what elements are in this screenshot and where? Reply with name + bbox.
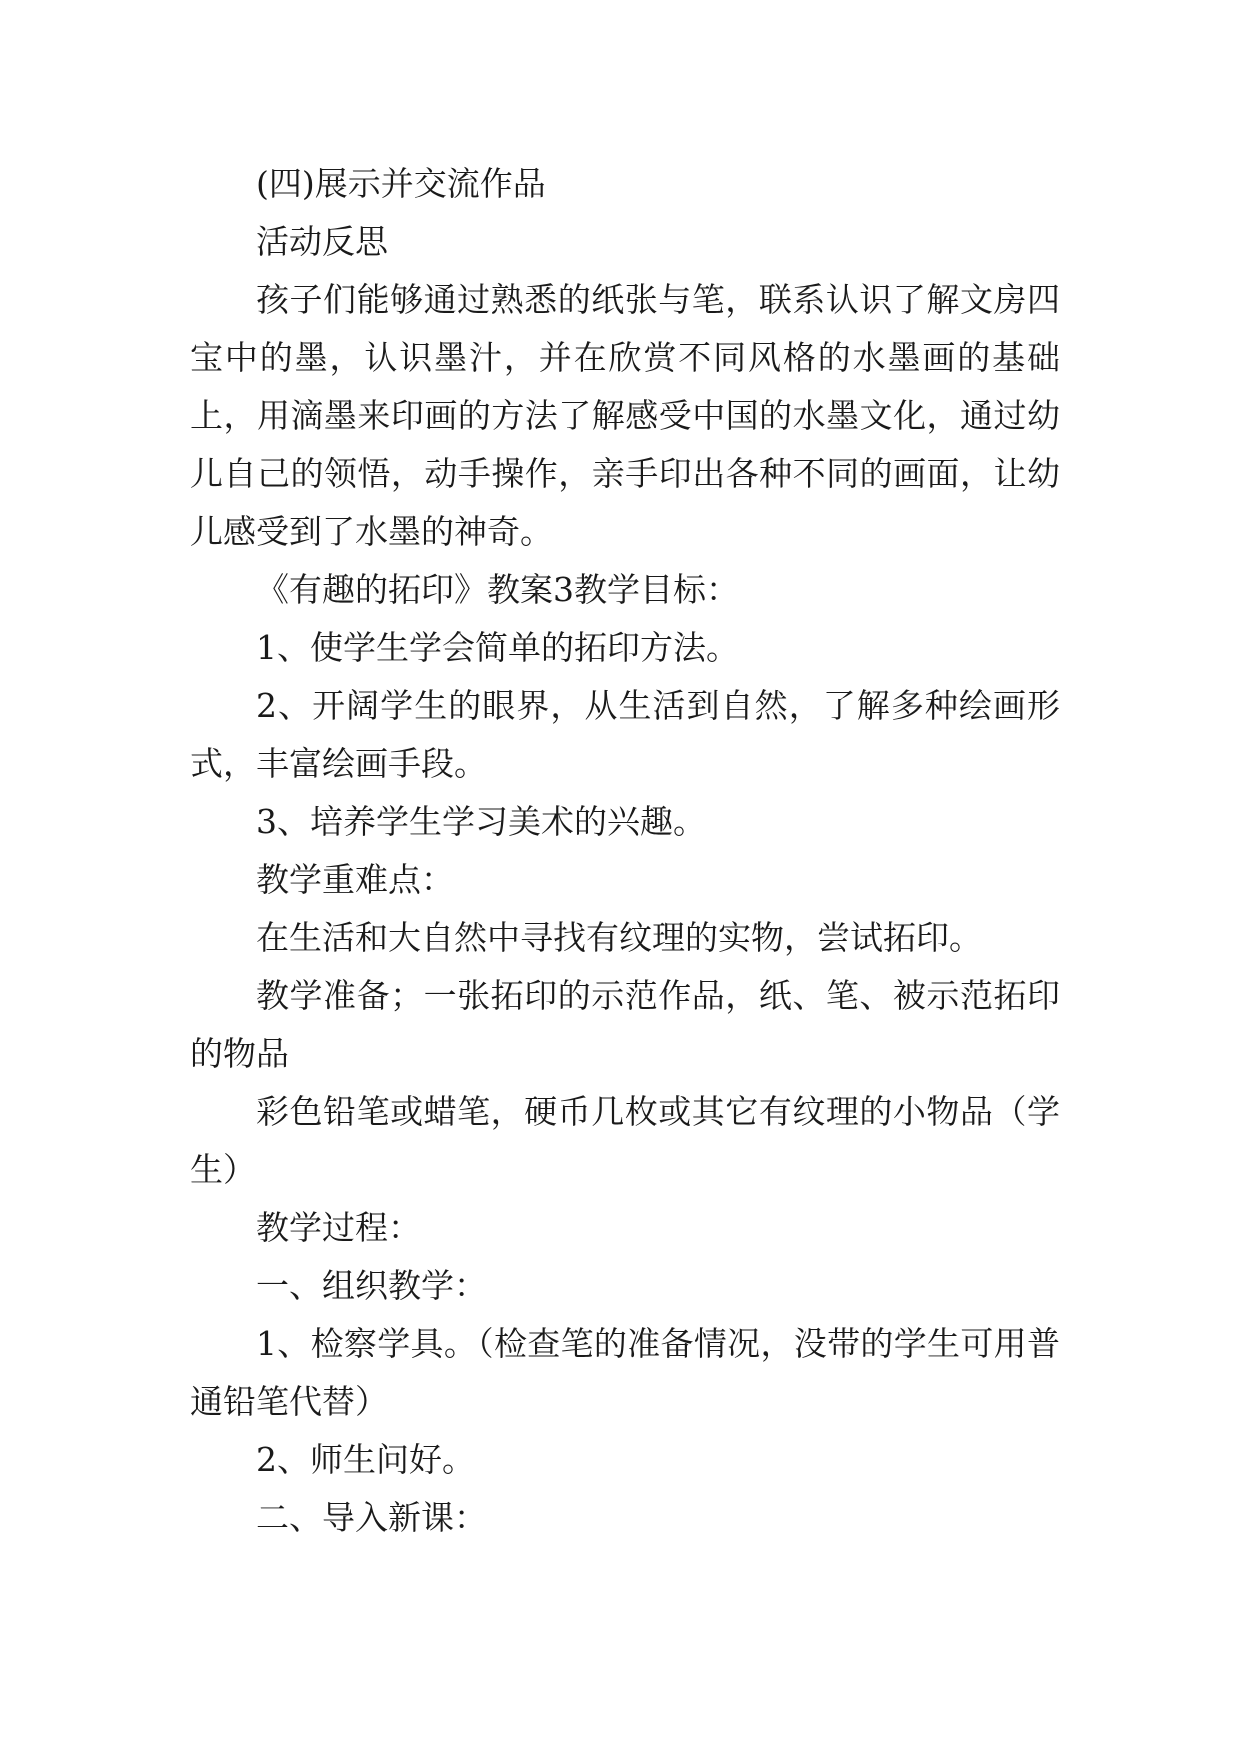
- objective-item-3: 3、培养学生学习美术的兴趣。: [256, 802, 706, 841]
- document-body: [190, 155, 1060, 1547]
- objective-item-2: 2、开阔学生的眼界，从生活到自然，了解多种绘画形式，丰富绘画手段。: [190, 686, 1060, 783]
- teaching-process-heading: 教学过程：: [256, 1208, 421, 1247]
- step-check-supplies: 1、检察学具。（检查笔的准备情况，没带的学生可用普通铅笔代替）: [190, 1324, 1060, 1421]
- reflection-paragraph: 孩子们能够通过熟悉的纸张与笔，联系认识了解文房四宝中的墨，认识墨汁，并在欣赏不同风格的水墨画的基础上，用滴墨来印画的方法了解感受中国的水墨文化，通过幼儿自己的领悟，动手操作，亲手印出各种不同的画面，让幼儿感受到了水墨的神奇。: [190, 280, 1060, 551]
- section-heading-reflection: 活动反思: [256, 222, 388, 261]
- lesson-title-objectives: 《有趣的拓印》教案3教学目标：: [256, 570, 739, 609]
- section-heading-display: (四)展示并交流作品: [256, 164, 546, 203]
- step-greeting: 2、师生问好。: [256, 1440, 475, 1479]
- step-introduce-lesson: 二、导入新课：: [256, 1498, 487, 1537]
- key-points-text: 在生活和大自然中寻找有纹理的实物，尝试拓印。: [256, 918, 982, 957]
- teaching-preparation: 教学准备；一张拓印的示范作品，纸、笔、被示范拓印的物品: [190, 976, 1060, 1073]
- key-points-heading: 教学重难点：: [256, 860, 454, 899]
- step-organize-teaching: 一、组织教学：: [256, 1266, 487, 1305]
- objective-item-1: 1、使学生学会简单的拓印方法。: [256, 628, 739, 667]
- student-materials: 彩色铅笔或蜡笔，硬币几枚或其它有纹理的小物品（学生）: [190, 1092, 1060, 1189]
